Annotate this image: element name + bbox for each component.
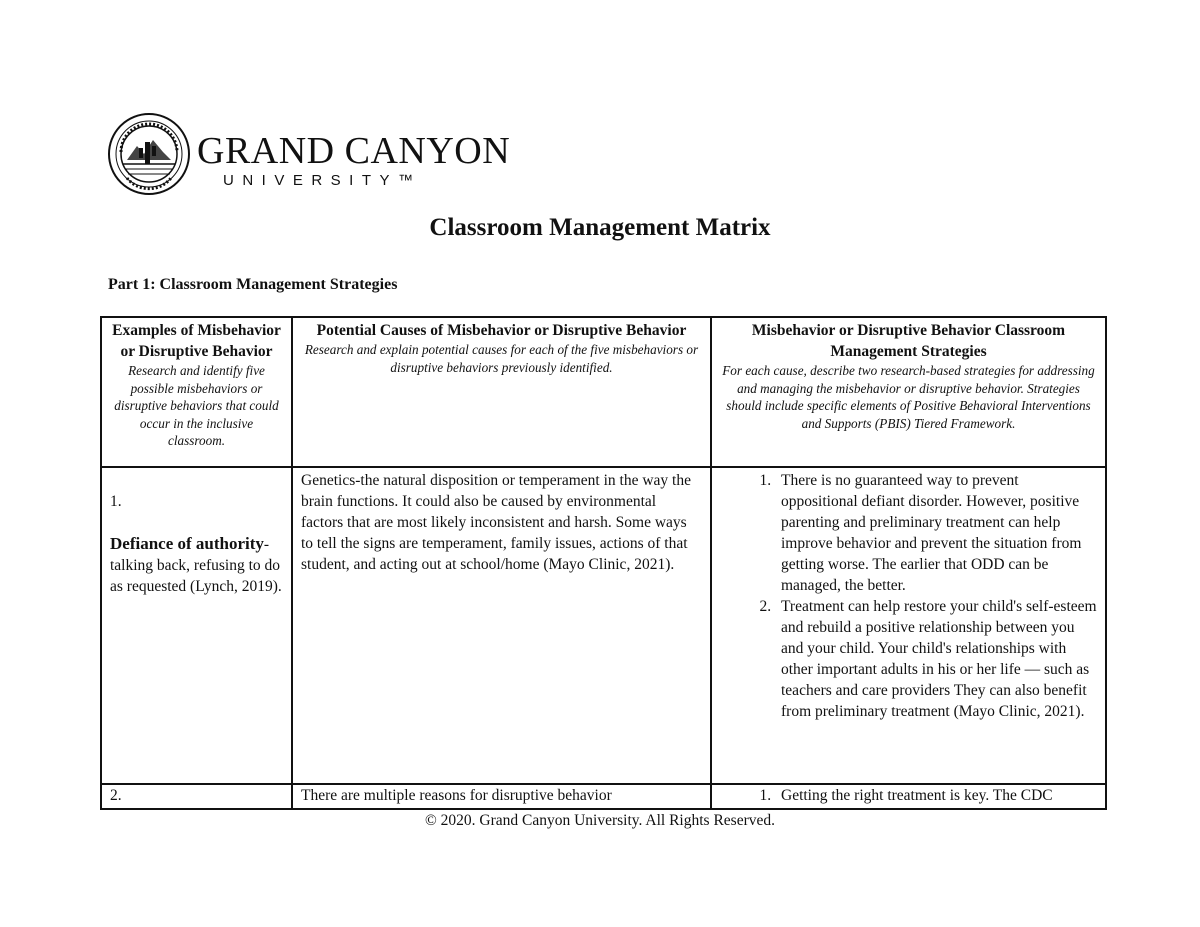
column-heading: Examples of Misbehavior or Disruptive Behavior <box>112 322 281 360</box>
column-instruction: Research and explain potential causes for each of the five misbehaviors or disruptive behaviors previously identified. <box>304 342 699 375</box>
university-wordmark <box>197 132 510 189</box>
strategies-list <box>720 785 1097 806</box>
university-seal-icon <box>107 112 191 196</box>
table-row <box>101 784 1106 809</box>
behavior-cell <box>101 784 292 809</box>
column-header-causes <box>292 317 711 467</box>
cause-cell: There are multiple reasons for disruptive behavior <box>292 784 711 809</box>
behavior-detail: -talking back, refusing to do as requested (Lynch, 2019). <box>110 536 282 595</box>
column-header-behavior <box>101 317 292 467</box>
column-header-strategies <box>711 317 1106 467</box>
column-heading: Potential Causes of Misbehavior or Disruptive Behavior <box>316 322 687 339</box>
part-heading: Part 1: Classroom Management Strategies <box>108 276 398 293</box>
table-row <box>101 467 1106 784</box>
behavior-description <box>110 533 283 597</box>
strategy-item: 2. Treatment can help restore your child's self-esteem and rebuild a positive relationship between you and your child. Your child's relationships with other important adults in his or her life — such as teachers and care providers They can also benefit from preliminary treatment (Mayo Clinic, 2021). <box>775 596 1097 722</box>
strategies-cell <box>711 784 1106 809</box>
document-title: Classroom Management Matrix <box>429 214 771 241</box>
brand-subtitle: UNIVERSITY™ <box>223 172 422 189</box>
behavior-cell <box>101 467 292 784</box>
row-number: 2. <box>110 787 122 804</box>
strategies-cell <box>711 467 1106 784</box>
cause-cell: Genetics-the natural disposition or temperament in the way the brain functions. It could also be caused by environmental factors that are most likely inconsistent and harsh. Some ways to tell the signs are temperament, family issues, actions of that student, and acting out at school/home (Mayo Clinic, 2021). <box>292 467 711 784</box>
copyright-footer: © 2020. Grand Canyon University. All Rights Reserved. <box>424 812 775 829</box>
strategy-item: 1. Getting the right treatment is key. The CDC <box>775 785 1097 806</box>
strategies-list <box>720 470 1097 722</box>
table-header-row <box>101 317 1106 467</box>
row-number: 1. <box>110 493 122 510</box>
column-instruction: Research and identify five possible misbehaviors or disruptive behaviors that could occur in the inclusive classroom. <box>114 363 279 448</box>
behavior-name: Defiance of authority <box>110 534 264 553</box>
university-logo <box>107 112 511 198</box>
strategy-item: 1. There is no guaranteed way to prevent oppositional defiant disorder. However, positive parenting and preliminary treatment can help improve behavior and prevent the situation from getting worse. The earlier that ODD can be managed, the better. <box>775 470 1097 596</box>
column-heading: Misbehavior or Disruptive Behavior Classroom Management Strategies <box>751 322 1066 360</box>
brand-name: GRAND CANYON <box>197 130 511 172</box>
column-instruction: For each cause, describe two research-based strategies for addressing and managing the misbehavior or disruptive behavior. Strategies should include specific elements of Positive Behavioral Interventions and Supports (PBIS) Tiered Framework. <box>722 363 1095 431</box>
classroom-management-matrix-table <box>100 316 1107 810</box>
